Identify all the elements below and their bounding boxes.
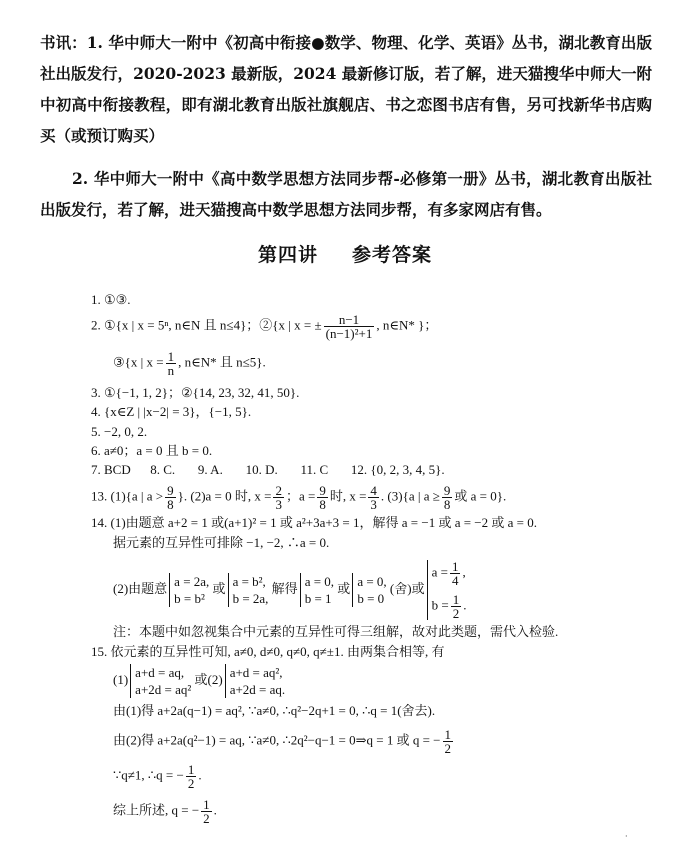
fraction: $\frac{n-1}{\text{(n−1)²+1}}$ — [325, 312, 373, 341]
page-title — [0, 240, 690, 267]
answer-6: 6. a≠0；a = 0 且 b = 0. — [91, 443, 213, 458]
answer-13: 13. (1){a | a > $\frac{9}{8}$ }. (2)a = 0 时, x = $\frac{2}{3}$ ；a = $\frac{9}{8}$ 时, x = $\frac{4}{3}$ . (3){a | a ≥ $\frac{9}{8}$ 或 a = 0}. — [91, 483, 507, 512]
equation-system: a = 0, b = 0 — [352, 573, 386, 607]
answers-label: 参考答案 — [352, 244, 433, 266]
equation-system: a = $\frac{1}{4}$ , b = $\frac{1}{2}$ . — [427, 560, 467, 620]
book-notice-paragraph-1: 书讯：1. 华中师大一附中《初高中衔接●数学、物理、化学、英语》丛书，湖北教育出版社出版发行，2020-2023 最新版，2024 最新修订版，若了解，进天猫搜华中师大一附中初高中衔接教程，即有湖北教育出版社旗舰店、书之恋图书店有售，另可找新华书店购买（或预订购买） — [40, 33, 652, 145]
book-notice-paragraph-2: 2. 华中师大一附中《高中数学思想方法同步帮-必修第一册》丛书，湖北教育出版社出版发行，若了解，进天猫搜高中数学思想方法同步帮，有多家网店有售。 — [40, 169, 652, 219]
fraction: $\frac{1}{n}$ — [167, 349, 175, 378]
answer-15-line-5: ∵q≠1, ∴q = − $\frac{1}{2}$ . — [113, 762, 202, 791]
equation-system: a = b², b = 2a, — [228, 573, 269, 607]
equation-system: a+d = aq, a+2d = aq² — [130, 664, 191, 698]
answer-4: 4. {x∈Z | |x−2| = 3}，{−1, 5}. — [91, 404, 252, 419]
answer-2-line-1: 2. ①{x | x = 5ⁿ, n∈N 且 n≤4}；②{x | x = ± $\frac{n-1}{\text{(n−1)²+1}}$ , n∈N* }； — [91, 312, 438, 341]
answer-15-line-1: 15. 依元素的互异性可知, a≠0, d≠0, q≠0, q≠±1. 由两集合相等, 有 — [91, 644, 445, 659]
answer-2-line-2: ③{x | x = $\frac{1}{n}$ , n∈N* 且 n≤5}. — [113, 349, 266, 378]
answer-3: 3. ①{−1, 1, 2}；②{14, 23, 32, 41, 50}. — [91, 385, 300, 400]
answer-15-line-6: 综上所述, q = − $\frac{1}{2}$ . — [113, 797, 217, 826]
answer-14-line-2: 据元素的互异性可排除 −1, −2, ∴a = 0. — [113, 535, 330, 550]
equation-system: a = 0, b = 1 — [300, 573, 334, 607]
answer-14-line-3: (2)由题意 a = 2a, b = b² 或 a = b², b = 2a, 解得 a = 0, b = 1 或 a = 0, b = 0 (舍)或 a = $\frac{1}{4}$ , b = $\frac{1}{2}$ . — [113, 559, 467, 621]
equation-system: a+d = aq², a+2d = aq. — [225, 664, 285, 698]
answer-1: 1. ①③. — [91, 292, 131, 307]
equation-system: a = 2a, b = b² — [169, 573, 209, 607]
answer-14-line-1: 14. (1)由题意 a+2 = 1 或(a+1)² = 1 或 a²+3a+3 = 1，解得 a = −1 或 a = −2 或 a = 0. — [91, 515, 537, 530]
answer-5: 5. −2, 0, 2. — [91, 424, 148, 439]
answer-15-line-4: 由(2)得 a+2a(q²−1) = aq, ∵a≠0, ∴2q²−q−1 = 0⇒q = 1 或 q = − $\frac{1}{2}$ — [113, 727, 451, 756]
answer-14-note: 注：本题中如忽视集合中元素的互异性可得三组解，故对此类题，需代入检验. — [113, 624, 559, 639]
answer-15-line-3: 由(1)得 a+2a(q−1) = aq², ∵a≠0, ∴q²−2q+1 = 0, ∴q = 1(舍去). — [113, 703, 436, 718]
answer-15-cases: (1) a+d = aq, a+2d = aq² 或(2) a+d = aq², a+2d = aq. — [113, 665, 286, 697]
scan-dot: · — [625, 832, 628, 841]
lecture-label: 第四讲 — [257, 244, 318, 266]
answers-7-to-12: 7. BCD 8. C. 9. A. 10. D. 11. C 12. {0, 2, 3, 4, 5}. — [91, 462, 445, 477]
